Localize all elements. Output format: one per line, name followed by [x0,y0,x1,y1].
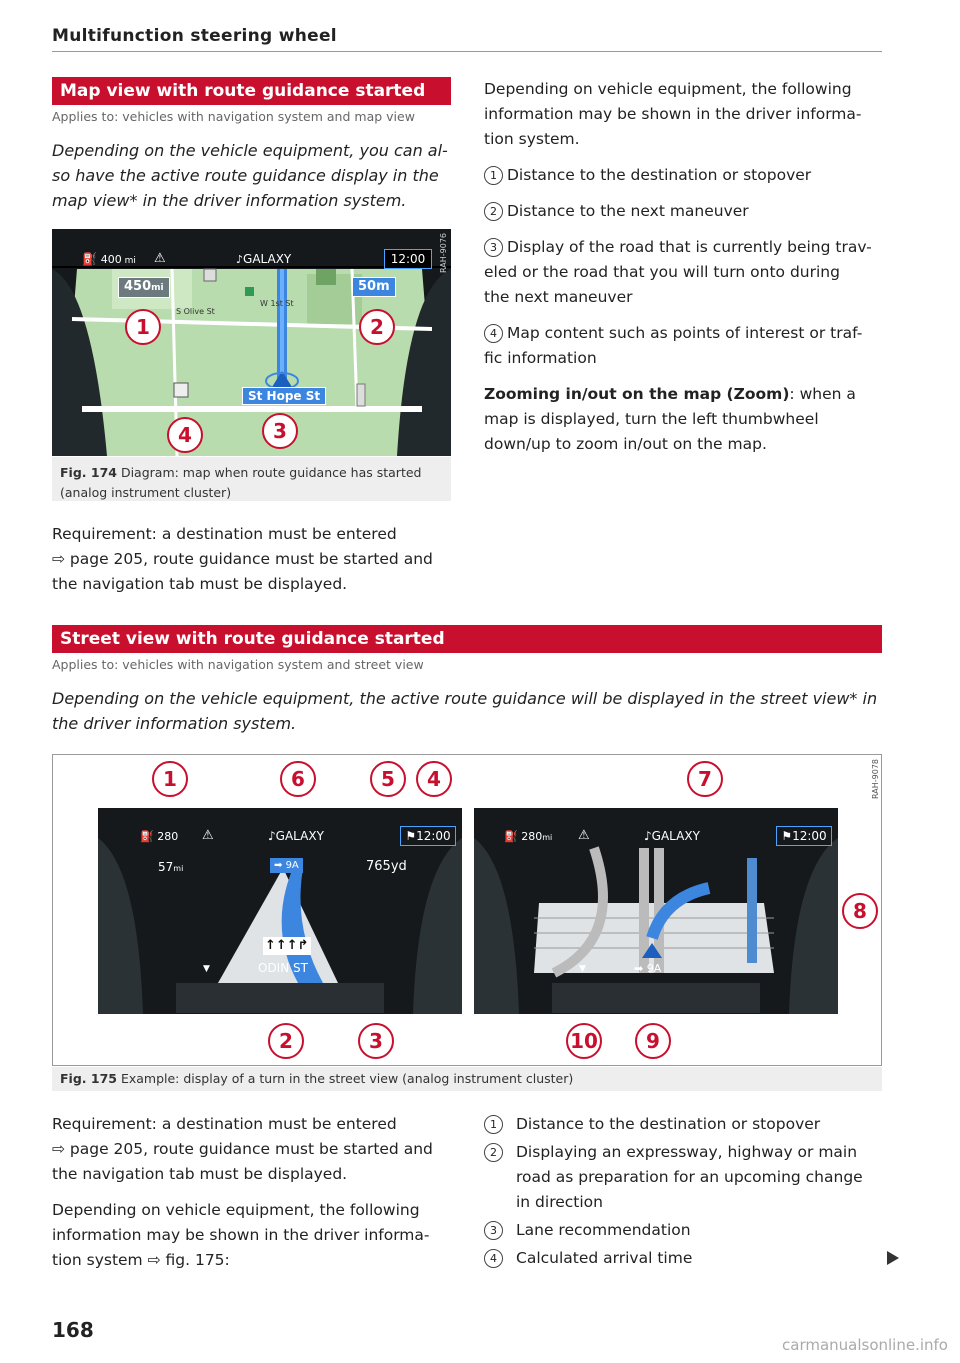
caption-label: Fig. 175 [60,1071,117,1086]
left-dist-unit: mi [173,864,184,873]
item-text: eled or the road that you will turn onto during [484,263,840,281]
req-line: the navigation tab must be displayed. [52,1165,348,1183]
street-label-first: W 1st St [260,299,294,308]
intro-line: so have the active route guidance display in the [52,166,439,185]
caption-label: Fig. 174 [60,465,117,480]
list-item [484,321,884,371]
left-destination-distance [158,860,183,874]
chevron-down-icon: ▼ [579,964,586,974]
zoom-text: down/up to zoom in/out on the map. [484,435,767,453]
warning-icon: ⚠ [202,828,214,843]
item-line [484,1140,884,1165]
watermark: carmanualsonline.info [782,1336,948,1354]
page-number: 168 [52,1318,94,1342]
street-label-olive: S Olive St [176,307,215,316]
callout-7: 7 [687,761,723,797]
item-text: fic information [484,349,597,367]
lane-recommendation-icon: ↑↑↑↱ [265,938,309,953]
left-dist-value: 57 [158,860,174,874]
item-number: 3 [484,238,503,257]
intro-line: the driver information system. [52,714,297,733]
item-text: Lane recommendation [516,1221,691,1239]
right-range-unit: mi [542,833,553,842]
figure-175-street-view [52,754,882,1066]
item-text: Distance to the destination or stopover [507,166,812,184]
range-value: 400 [100,253,122,266]
item-text: Displaying an expressway, highway or main [516,1143,858,1161]
dependency-street-view [52,1198,430,1273]
zoom-label: Zooming in/out on the map (Zoom) [484,385,790,403]
caption-text: Diagram: map when route guidance has started [120,465,422,480]
left-clock-value: 12:00 [416,829,451,843]
left-range-value: 280 [157,830,179,843]
right-exit: ➡ 9A [634,962,662,975]
item-line [484,235,884,260]
right-station: ♪GALAXY [644,829,700,843]
right-range-value: 280 [521,830,543,843]
item-text: Distance to the next maneuver [507,202,749,220]
continue-arrow-icon [887,1251,899,1265]
item-number: 3 [484,1221,503,1240]
callout-3: 3 [262,413,298,449]
header-rule [52,51,882,52]
zoom-line [484,382,884,407]
right-clock-value: 12:00 [792,829,827,843]
left-clock: ⚑12:00 [400,826,456,846]
callout-8: 8 [842,893,878,929]
figure-code: RAH-9078 [871,759,880,799]
dest-distance-unit: mi [151,283,164,293]
list-item [484,1246,884,1271]
figure-174-map [52,229,451,456]
req-line-link[interactable]: ⇨ page 205, route guidance must be started and [52,550,433,568]
item-text: Display of the road that is currently being trav- [507,238,872,256]
warning-icon: ⚠ [578,828,590,843]
dest-distance-value: 450 [124,279,152,294]
caption-line-2: (analog instrument cluster) [60,485,232,500]
callout-10: 10 [566,1023,602,1059]
right-station-name: GALAXY [651,829,700,843]
item-number: 4 [484,1249,503,1268]
left-next-distance: 765yd [366,859,407,874]
left-station-name: GALAXY [275,829,324,843]
item-text: in direction [516,1193,603,1211]
list-item [484,1218,884,1243]
requirement-map-view [52,522,433,597]
item-text: Map content such as points of interest or traf- [507,324,863,342]
street-view-left-screen [98,808,462,1014]
list-item [484,1140,884,1215]
item-text: Distance to the destination or stopover [516,1115,821,1133]
right-clock: ⚑12:00 [776,826,832,846]
street-view-right-screen [474,808,838,1014]
figure-174-caption [52,457,451,501]
destination-distance [118,277,170,298]
list-item [484,199,884,224]
figure-175-caption [52,1067,882,1091]
text-line: Depending on vehicle equipment, the following [52,1201,420,1219]
right-exit-value: 9A [646,962,662,975]
applies-note-street-view: Applies to: vehicles with navigation system and street view [52,657,424,672]
callout-9: 9 [635,1023,671,1059]
item-text: Calculated arrival time [516,1249,693,1267]
callout-4: 4 [167,417,203,453]
applies-note-map-view: Applies to: vehicles with navigation system and map view [52,109,415,124]
text-line: information may be shown in the driver informa- [484,105,862,123]
callout-3: 3 [358,1023,394,1059]
text-line: tion system. [484,130,580,148]
figure-code: RAH-9076 [439,233,448,273]
map-view-legend-list [484,163,884,457]
req-line: the navigation tab must be displayed. [52,575,348,593]
callout-2: 2 [359,309,395,345]
intro-line: Depending on the vehicle equipment, you can al- [52,141,448,160]
chevron-down-icon: ▼ [203,964,210,974]
item-line [484,321,884,346]
item-number: 4 [484,324,503,343]
caption-text: Example: display of a turn in the street view (analog instrument cluster) [120,1071,574,1086]
req-line: Requirement: a destination must be entered [52,525,397,543]
intro-map-view [52,138,448,213]
zoom-text: map is displayed, turn the left thumbwheel [484,410,819,428]
street-view-legend-list [484,1112,884,1271]
warning-icon: ⚠ [154,251,166,266]
item-number: 2 [484,1143,503,1162]
left-station: ♪GALAXY [268,829,324,843]
radio-station: ♪GALAXY [236,252,292,266]
list-item [484,1112,884,1137]
next-maneuver-distance: 50m [352,277,396,297]
clock-box: 12:00 [384,249,432,269]
station-name: GALAXY [243,252,292,266]
range-readout: ⛽ 400 mi [82,252,136,266]
right-intro-map-view [484,77,862,152]
exit-badge: ➡ 9A [270,858,303,873]
list-item [484,235,884,310]
right-range: ⛽ 280mi [504,830,553,843]
zoom-paragraph [484,382,884,457]
item-number: 2 [484,202,503,221]
callout-5: 5 [370,761,406,797]
item-text: the next maneuver [484,288,633,306]
text-line-link[interactable]: tion system ⇨ fig. 175: [52,1251,230,1269]
list-item [484,163,884,188]
callout-1: 1 [152,761,188,797]
callout-1: 1 [125,309,161,345]
running-header: Multifunction steering wheel [52,26,337,46]
req-line: Requirement: a destination must be entered [52,1115,397,1133]
callout-2: 2 [268,1023,304,1059]
intro-street-view [52,686,877,736]
left-range: ⛽ 280 [140,830,179,843]
callout-4: 4 [416,761,452,797]
caption-line-1 [60,463,443,483]
zoom-text: : when a [789,385,856,403]
intro-line: map view* in the driver information system. [52,191,407,210]
callout-6: 6 [280,761,316,797]
text-line: information may be shown in the driver informa- [52,1226,430,1244]
current-street-label: St Hope St [242,387,326,405]
item-text: road as preparation for an upcoming change [516,1168,863,1186]
requirement-street-view [52,1112,433,1187]
item-number: 1 [484,166,503,185]
exit-badge-value: 9A [285,860,299,871]
text-line: Depending on vehicle equipment, the following [484,80,852,98]
item-number: 1 [484,1115,503,1134]
section-title-street-view: Street view with route guidance started [52,625,882,653]
intro-line: Depending on the vehicle equipment, the active route guidance will be displayed in the street view* in [52,689,878,708]
req-line-link[interactable]: ⇨ page 205, route guidance must be started and [52,1140,433,1158]
section-title-map-view: Map view with route guidance started [52,77,451,105]
left-street-name: ODIN ST [258,961,308,975]
